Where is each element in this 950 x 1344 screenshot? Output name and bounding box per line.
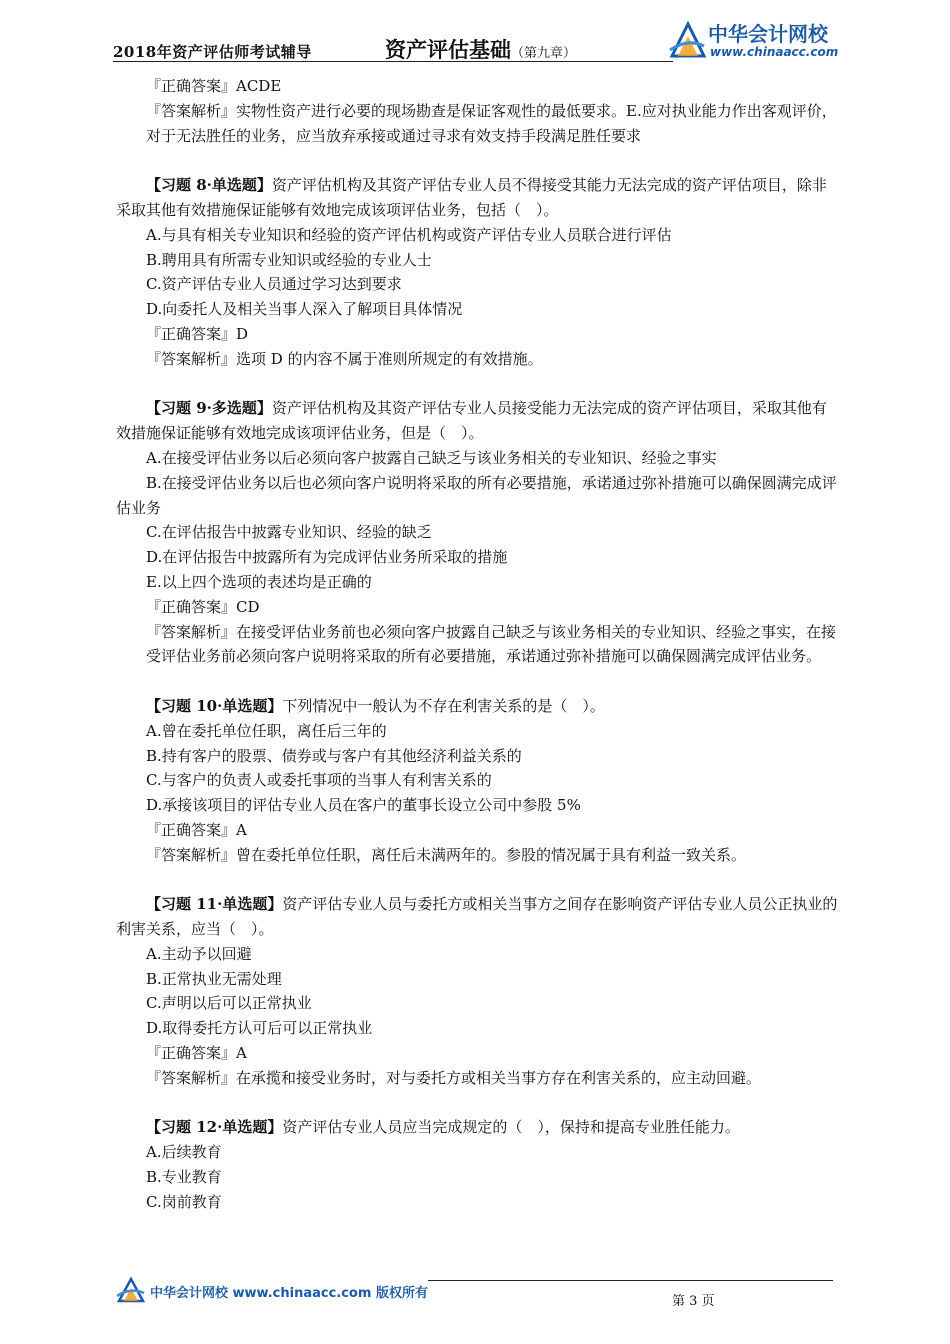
answer-line: 『正确答案』A bbox=[146, 1044, 247, 1063]
spacer bbox=[116, 148, 838, 173]
option-line: A.曾在委托单位任职，离任后三年的 bbox=[146, 721, 387, 740]
question-11-title: 【习题 11·单选题】 bbox=[146, 895, 283, 914]
page-number: 第 3 页 bbox=[672, 1294, 715, 1309]
question-8 bbox=[116, 173, 838, 223]
question-9-text: 资产评估机构及其资产评估专业人员接受能力无法完成的资产评估项目，采取其他有效措施保证能够有效地完成该项评估业务，但是（ ）。 bbox=[116, 399, 827, 443]
document-body bbox=[116, 74, 838, 1215]
question-10 bbox=[116, 694, 838, 719]
option-line: B.持有客户的股票、债券或与客户有其他经济利益关系的 bbox=[146, 746, 522, 765]
answer-line: 『正确答案』D bbox=[146, 324, 249, 343]
header-subject-title bbox=[385, 34, 576, 64]
question-12-title: 【习题 12·单选题】 bbox=[146, 1118, 283, 1137]
explanation-line: 『答案解析』在承揽和接受业务时，对与委托方或相关当事方存在利害关系的，应主动回避。 bbox=[146, 1068, 762, 1087]
option-line: E.以上四个选项的表述均是正确的 bbox=[146, 572, 372, 591]
site-logo[interactable] bbox=[668, 16, 843, 62]
option-line: A.在接受评估业务以后必须向客户披露自己缺乏与该业务相关的专业知识、经验之事实 bbox=[146, 448, 717, 467]
answer-line: 『正确答案』ACDE bbox=[146, 77, 282, 95]
footer-logo-icon bbox=[116, 1276, 146, 1304]
option-line: C.岗前教育 bbox=[146, 1192, 222, 1211]
option-line: C.声明以后可以正常执业 bbox=[146, 994, 312, 1013]
option-line: C.与客户的负责人或委托事项的当事人有利害关系的 bbox=[146, 771, 492, 790]
explanation-line: 『答案解析』曾在委托单位任职，离任后未满两年的。参股的情况属于具有利益一致关系。 bbox=[146, 845, 747, 864]
header-rule bbox=[113, 61, 673, 62]
option-line: B.在接受评估业务以后也必须向客户说明将采取的所有必要措施，承诺通过弥补措施可以确保圆满完成评估业务 bbox=[116, 473, 837, 517]
option-line: A.与具有相关专业知识和经验的资产评估机构或资产评估专业人员联合进行评估 bbox=[146, 225, 672, 244]
answer-line: 『正确答案』A bbox=[146, 820, 247, 839]
footer-rule bbox=[428, 1280, 833, 1281]
subject-title: 资产评估基础 bbox=[385, 37, 511, 62]
question-12-text: 资产评估专业人员应当完成规定的（ ），保持和提高专业胜任能力。 bbox=[282, 1118, 740, 1137]
header-course-title: 2018年资产评估师考试辅导 bbox=[113, 43, 312, 61]
question-9 bbox=[116, 396, 838, 446]
logo-triangle-icon bbox=[668, 20, 706, 60]
answer-line: 『正确答案』CD bbox=[146, 597, 260, 616]
question-10-title: 【习题 10·单选题】 bbox=[146, 696, 283, 715]
page-header bbox=[113, 14, 843, 62]
footer-copyright: 中华会计网校 www.chinaacc.com 版权所有 bbox=[150, 1286, 428, 1301]
question-11 bbox=[116, 892, 838, 942]
option-line: D.向委托人及相关当事人深入了解项目具体情况 bbox=[146, 300, 463, 319]
logo-name: 中华会计网校 bbox=[708, 22, 828, 46]
question-11-text: 资产评估专业人员与委托方或相关当事方之间存在影响资产评估专业人员公正执业的利害关系，应当（ ）。 bbox=[116, 895, 838, 939]
question-8-text: 资产评估机构及其资产评估专业人员不得接受其能力无法完成的资产评估项目，除非采取其他有效措施保证能够有效地完成该项评估业务，包括（ ）。 bbox=[116, 176, 827, 219]
option-line: B.专业教育 bbox=[146, 1168, 222, 1187]
logo-url: www.chinaacc.com bbox=[710, 45, 839, 59]
option-line: C.资产评估专业人员通过学习达到要求 bbox=[146, 275, 402, 294]
option-line: A.后续教育 bbox=[146, 1143, 222, 1162]
option-line: B.聘用具有所需专业知识或经验的专业人士 bbox=[146, 250, 432, 269]
question-9-title: 【习题 9·多选题】 bbox=[146, 399, 272, 418]
explanation-line: 『答案解析』选项 D 的内容不属于准则所规定的有效措施。 bbox=[146, 349, 543, 368]
question-12 bbox=[116, 1115, 838, 1140]
question-8-title: 【习题 8·单选题】 bbox=[146, 176, 272, 195]
spacer bbox=[116, 372, 838, 397]
page-footer bbox=[116, 1276, 836, 1316]
option-line: D.承接该项目的评估专业人员在客户的董事长设立公司中参股 5% bbox=[146, 796, 581, 815]
option-line: C.在评估报告中披露专业知识、经验的缺乏 bbox=[146, 523, 432, 542]
option-line: D.取得委托方认可后可以正常执业 bbox=[146, 1019, 373, 1038]
chapter-label: （第九章） bbox=[511, 46, 577, 61]
spacer bbox=[116, 868, 838, 893]
question-10-text: 下列情况中一般认为不存在利害关系的是（ ）。 bbox=[282, 696, 605, 715]
option-line: A.主动予以回避 bbox=[146, 944, 252, 963]
explanation-line: 『答案解析』在接受评估业务前也必须向客户披露自己缺乏与该业务相关的专业知识、经验之事实，在接受评估业务前必须向客户说明将采取的所有必要措施，承诺通过弥补措施可以确保圆满完成评估业务。 bbox=[146, 622, 837, 666]
option-line: B.正常执业无需处理 bbox=[146, 969, 282, 988]
explanation-line: 『答案解析』实物性资产进行必要的现场勘查是保证客观性的最低要求。E.应对执业能力作出客观评价，对于无法胜任的业务，应当放弃承接或通过寻求有效支持手段满足胜任要求 bbox=[146, 101, 837, 145]
spacer bbox=[116, 1091, 838, 1116]
option-line: D.在评估报告中披露所有为完成评估业务所采取的措施 bbox=[146, 548, 508, 567]
spacer bbox=[116, 669, 838, 694]
